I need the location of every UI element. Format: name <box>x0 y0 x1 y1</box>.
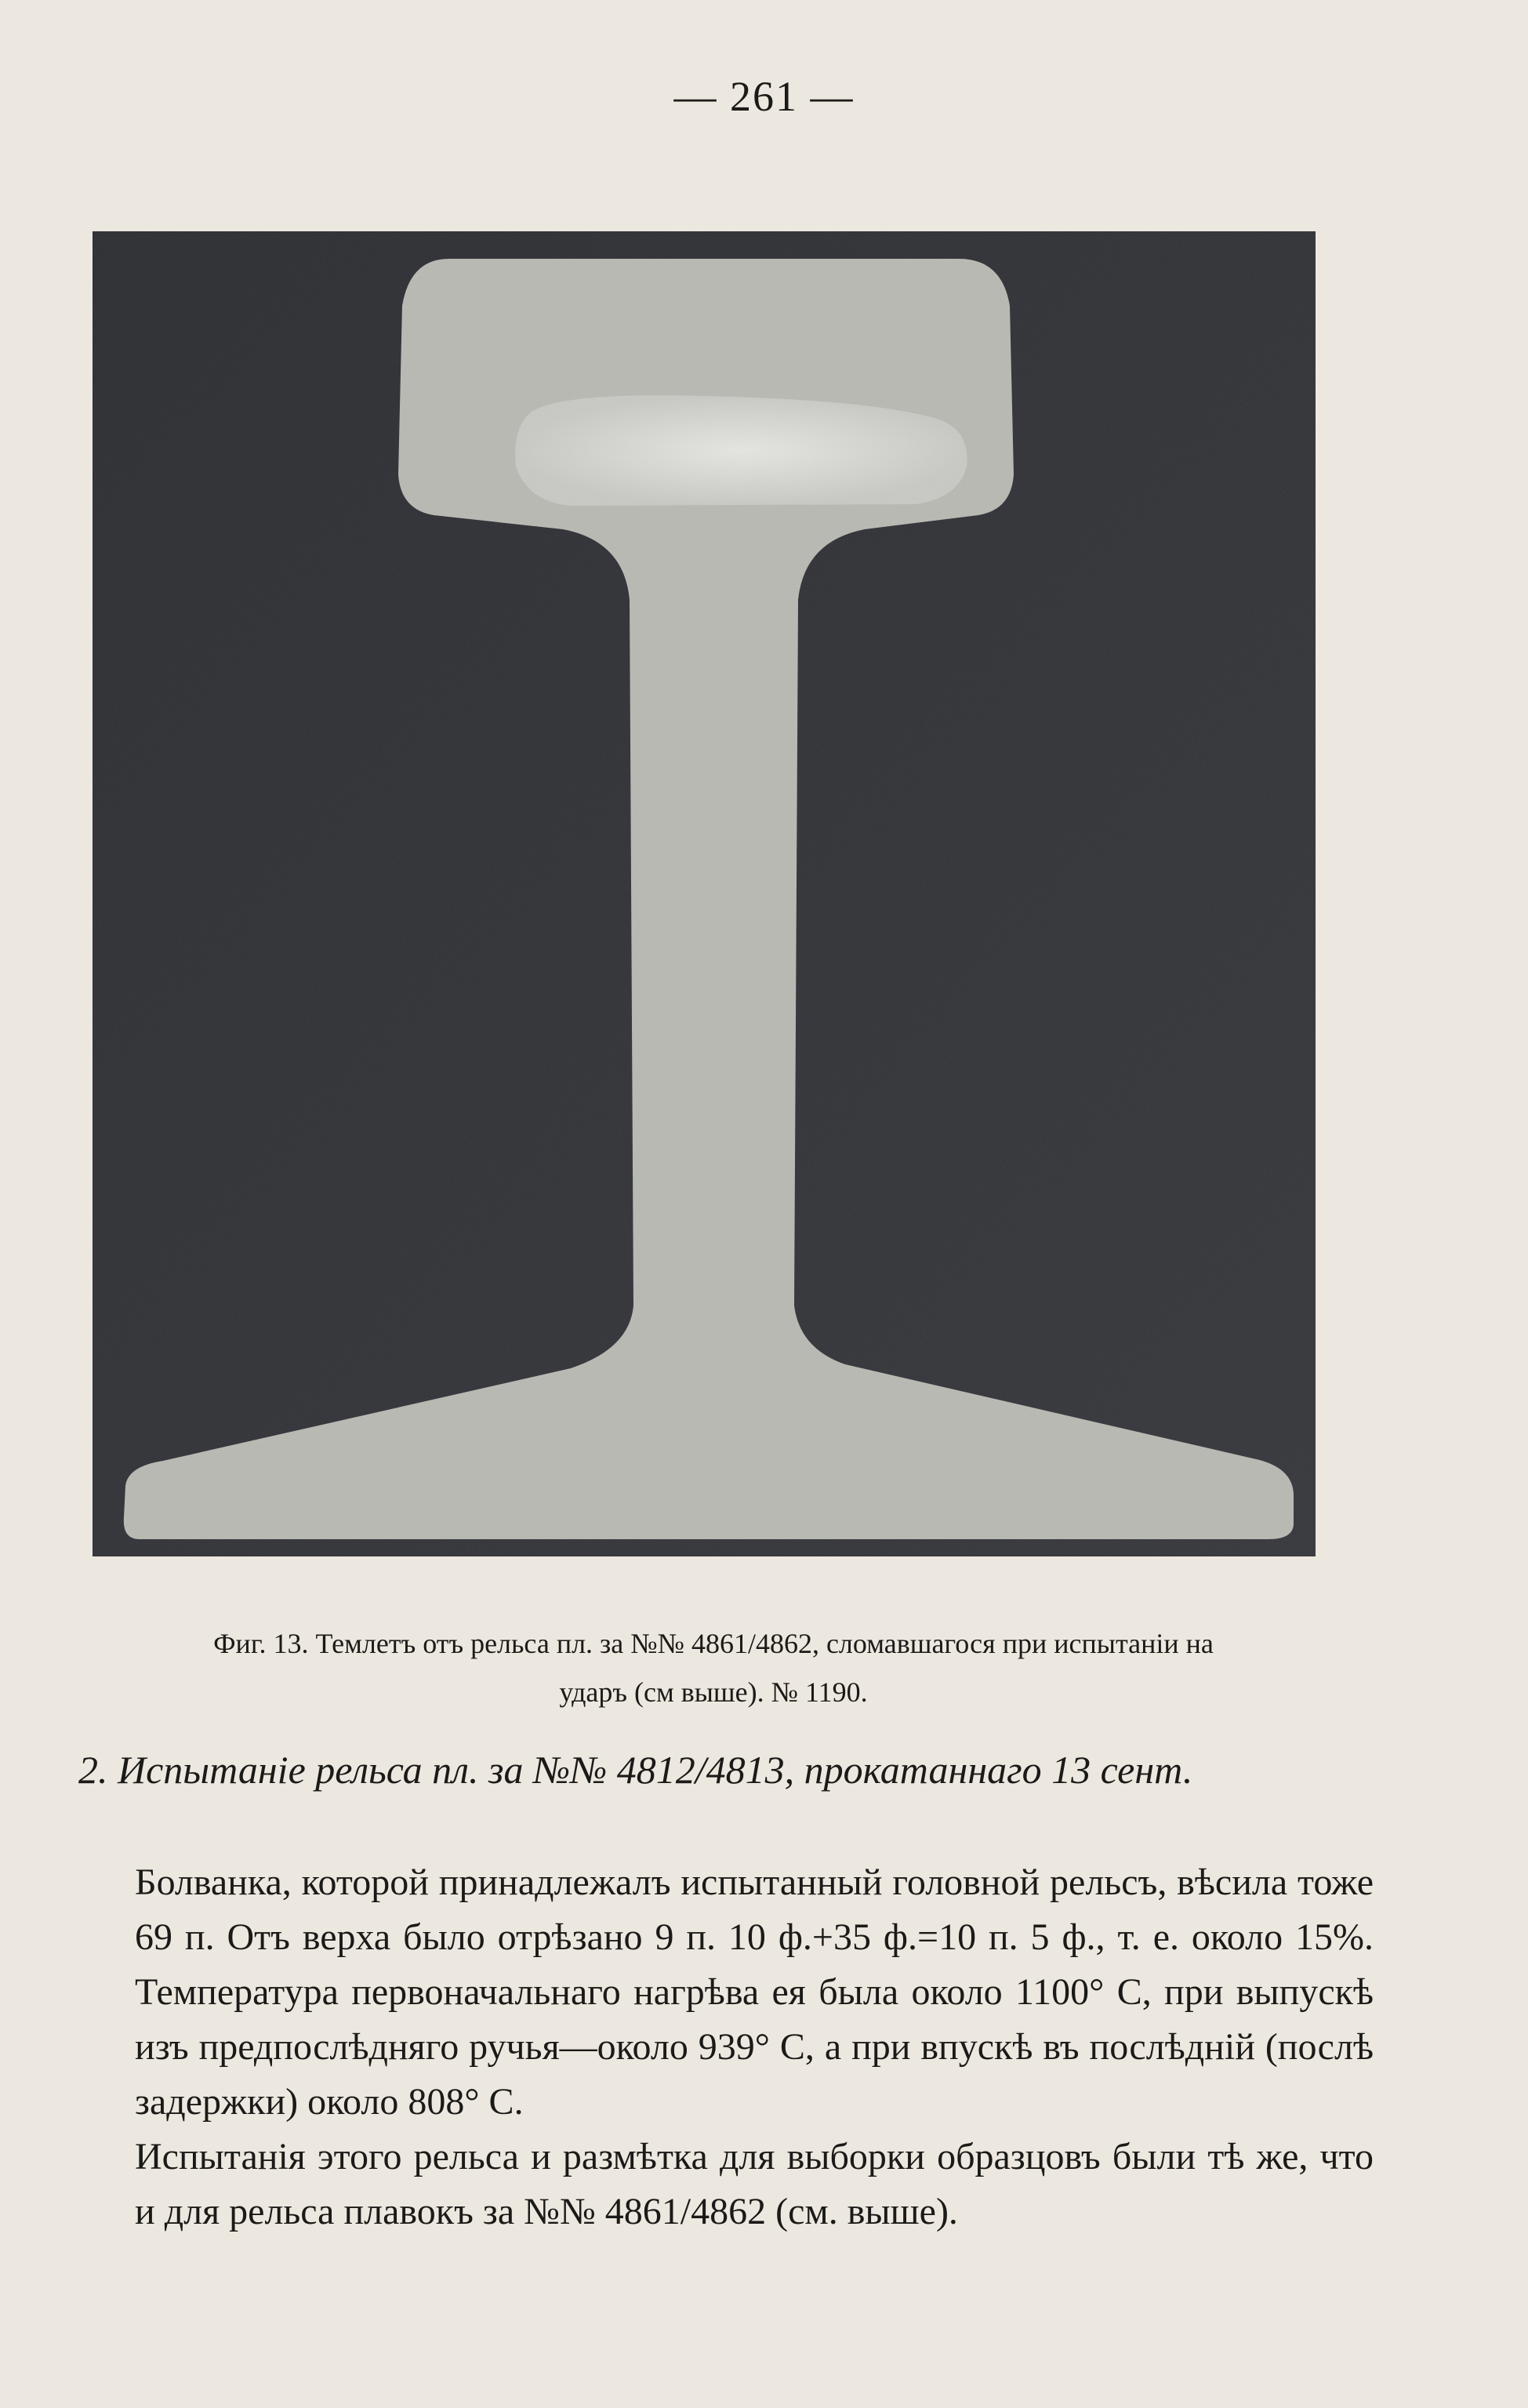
body-paragraph-1: Болванка, которой принадлежалъ испытанный головной рельсъ, вѣсила тоже 69 п. Отъ верха было отрѣзано 9 п. 10 ф.+35 ф.=10 п. 5 ф., т. е. около 15%. Температура первоначальнаго нагрѣва ея была около 1100° С, при выпускѣ изъ предпослѣдняго ручья—около 939° С, а при впускѣ въ послѣдній (послѣ задержки) около 808° С. <box>135 1861 1374 2123</box>
page-number: — 261 — <box>673 73 855 120</box>
figure-caption <box>78 1619 1348 1716</box>
figure-caption-line-1: Фиг. 13. Темлетъ отъ рельса пл. за №№ 4861/4862, сломавшагося при испытаніи на <box>213 1628 1214 1659</box>
figure-caption-line-2: ударъ (см выше). № 1190. <box>559 1676 868 1708</box>
rail-cross-section-image <box>93 231 1316 1556</box>
section-heading: 2. Испытаніе рельса пл. за №№ 4812/4813, прокатаннаго 13 сент. <box>78 1748 1193 1792</box>
body-paragraph-2: Испытанія этого рельса и размѣтка для выборки образцовъ были тѣ же, что и для рельса плавокъ за №№ 4861/4862 (см. выше). <box>135 2136 1374 2232</box>
figure-photo <box>93 231 1316 1556</box>
